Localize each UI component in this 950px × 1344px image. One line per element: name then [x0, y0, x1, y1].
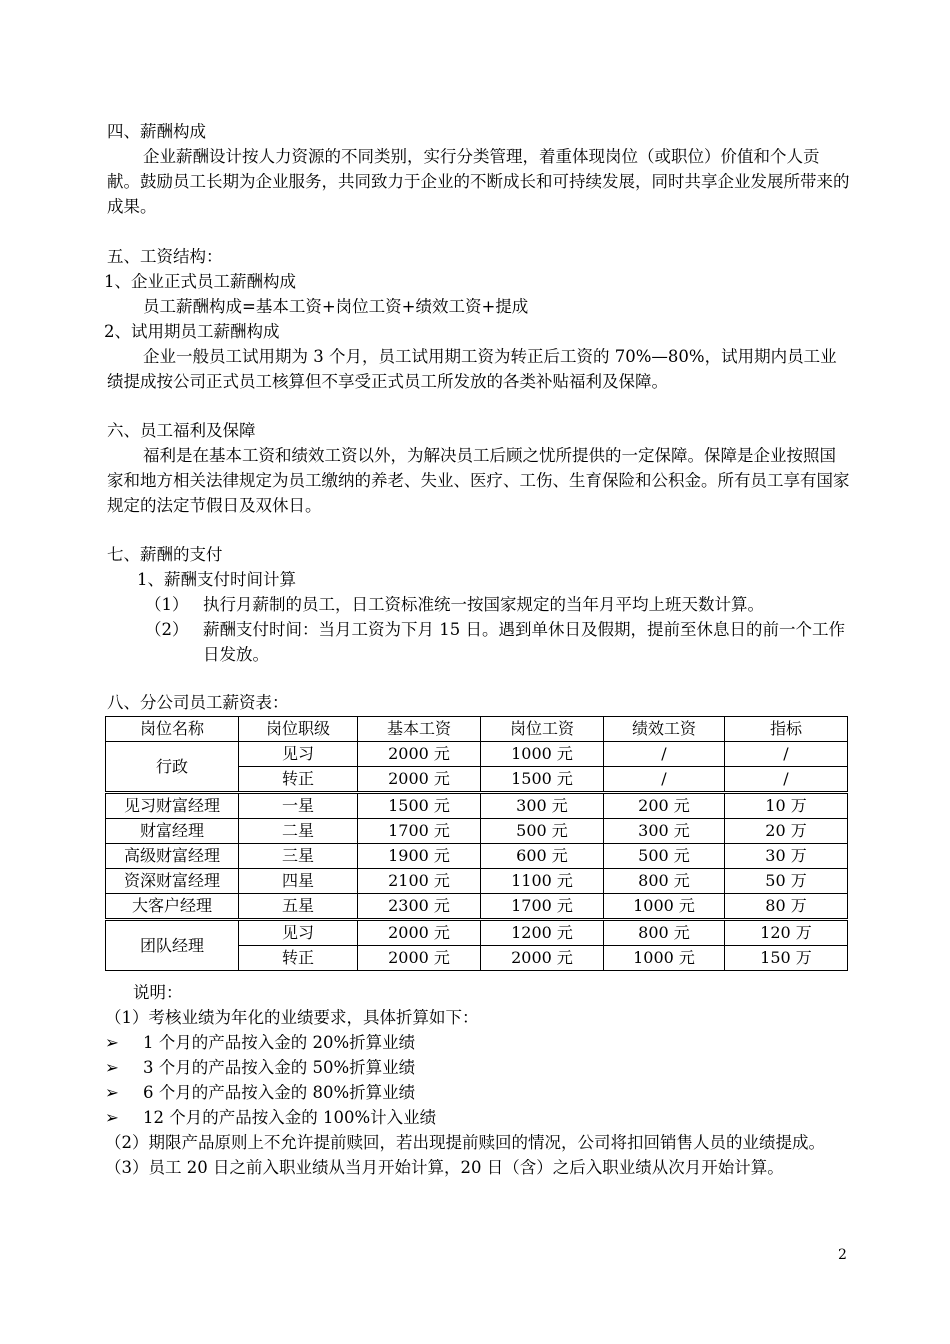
- table-cell: 大客户经理: [106, 894, 239, 920]
- table-cell: 300 元: [481, 793, 604, 819]
- table-cell: 20 万: [725, 819, 848, 844]
- paragraph: 企业薪酬设计按人力资源的不同类别，实行分类管理，着重体现岗位（或职位）价值和个人贡献。鼓励员工长期为企业服务，共同致力于企业的不断成长和可持续发展，同时共享企业发展所带来的成果。: [107, 147, 850, 216]
- column-header: 岗位工资: [481, 717, 604, 742]
- table-cell: 1500 元: [481, 767, 604, 793]
- table-cell: 1500 元: [358, 793, 481, 819]
- table-cell: 1200 元: [481, 920, 604, 946]
- bullet-item: [105, 1055, 850, 1080]
- bullet-item: [105, 1105, 850, 1130]
- section-salary-table: [107, 692, 852, 714]
- table-cell: 团队经理: [106, 920, 239, 971]
- table-cell: 1700 元: [358, 819, 481, 844]
- table-cell: 四星: [239, 869, 358, 894]
- table-cell: 2000 元: [358, 920, 481, 946]
- section-benefits: [107, 418, 852, 518]
- table-cell: 200 元: [604, 793, 725, 819]
- table-cell: 1900 元: [358, 844, 481, 869]
- table-row: [106, 869, 848, 894]
- table-header-row: [106, 717, 848, 742]
- table-cell: 2000 元: [358, 946, 481, 971]
- bullet-item: [105, 1030, 850, 1055]
- paragraph: 企业一般员工试用期为 3 个月，员工试用期工资为转正后工资的 70%—80%，试用期内员工业绩提成按公司正式员工核算但不享受正式员工所发放的各类补贴福利及保障。: [107, 347, 837, 391]
- table-cell: 财富经理: [106, 819, 239, 844]
- bullet-arrow-icon: ➢: [105, 1058, 119, 1077]
- section-heading: 四、薪酬构成: [107, 122, 206, 141]
- bullet-text: 1 个月的产品按入金的 20%折算业绩: [143, 1033, 416, 1052]
- section-heading: 六、员工福利及保障: [107, 421, 256, 440]
- table-cell: /: [604, 742, 725, 767]
- sub-heading: 1、薪酬支付时间计算: [137, 570, 296, 589]
- section-heading: 五、工资结构：: [107, 247, 223, 266]
- table-cell: 见习: [239, 742, 358, 767]
- table-cell: 1000 元: [604, 894, 725, 920]
- list-item-heading: 2、试用期员工薪酬构成: [104, 322, 280, 341]
- bullet-arrow-icon: ➢: [105, 1033, 119, 1052]
- section-heading: 七、薪酬的支付: [107, 545, 223, 564]
- bullet-arrow-icon: ➢: [105, 1108, 119, 1127]
- item-number: （1）: [145, 595, 189, 614]
- table-row: [106, 793, 848, 819]
- table-cell: /: [725, 742, 848, 767]
- table-cell: 2100 元: [358, 869, 481, 894]
- section-heading: 八、分公司员工薪资表：: [107, 693, 289, 712]
- table-row: [106, 819, 848, 844]
- item-text: 执行月薪制的员工，日工资标准统一按国家规定的当年月平均上班天数计算。: [203, 595, 764, 614]
- item-text: 薪酬支付时间：当月工资为下月 15 日。遇到单休日及假期，提前至休息日的前一个工作日发放。: [203, 620, 845, 664]
- table-cell: 120 万: [725, 920, 848, 946]
- bullet-arrow-icon: ➢: [105, 1083, 119, 1102]
- column-header: 指标: [725, 717, 848, 742]
- table-row: [106, 742, 848, 767]
- table-row: [106, 844, 848, 869]
- table-cell: 1100 元: [481, 869, 604, 894]
- bullet-text: 3 个月的产品按入金的 50%折算业绩: [143, 1058, 416, 1077]
- column-header: 绩效工资: [604, 717, 725, 742]
- column-header: 基本工资: [358, 717, 481, 742]
- table-cell: 转正: [239, 767, 358, 793]
- notes-section: [105, 980, 850, 1180]
- table-cell: 见习: [239, 920, 358, 946]
- bullet-text: 6 个月的产品按入金的 80%折算业绩: [143, 1083, 416, 1102]
- table-cell: 资深财富经理: [106, 869, 239, 894]
- bullet-text: 12 个月的产品按入金的 100%计入业绩: [143, 1108, 437, 1127]
- table-cell: 2000 元: [358, 767, 481, 793]
- table-row: [106, 894, 848, 920]
- table-cell: 高级财富经理: [106, 844, 239, 869]
- table-cell: /: [725, 767, 848, 793]
- table-cell: 2000 元: [358, 742, 481, 767]
- note-item: （1）考核业绩为年化的业绩要求，具体折算如下：: [105, 1008, 479, 1027]
- table-cell: 1700 元: [481, 894, 604, 920]
- table-cell: 见习财富经理: [106, 793, 239, 819]
- table-cell: 800 元: [604, 920, 725, 946]
- numbered-item: [107, 617, 852, 667]
- table-cell: 10 万: [725, 793, 848, 819]
- note-item: （3）员工 20 日之前入职业绩从当月开始计算，20 日（含）之后入职业绩从次月开始计算。: [105, 1158, 784, 1177]
- column-header: 岗位名称: [106, 717, 239, 742]
- table-cell: 1000 元: [604, 946, 725, 971]
- table-cell: 30 万: [725, 844, 848, 869]
- table-cell: /: [604, 767, 725, 793]
- table-cell: 150 万: [725, 946, 848, 971]
- table-cell: 80 万: [725, 894, 848, 920]
- table-cell: 500 元: [481, 819, 604, 844]
- paragraph: 员工薪酬构成=基本工资+岗位工资+绩效工资+提成: [143, 297, 529, 316]
- notes-label: 说明：: [133, 983, 183, 1002]
- list-item-heading: 1、企业正式员工薪酬构成: [104, 272, 296, 291]
- salary-table: [105, 716, 848, 971]
- table-cell: 五星: [239, 894, 358, 920]
- page-number: 2: [838, 1247, 847, 1263]
- table-row: [106, 920, 848, 946]
- table-cell: 二星: [239, 819, 358, 844]
- bullet-item: [105, 1080, 850, 1105]
- table-cell: 800 元: [604, 869, 725, 894]
- column-header: 岗位职级: [239, 717, 358, 742]
- table-cell: 500 元: [604, 844, 725, 869]
- table-cell: 2300 元: [358, 894, 481, 920]
- table-cell: 转正: [239, 946, 358, 971]
- section-salary-structure: [104, 244, 852, 394]
- table-cell: 50 万: [725, 869, 848, 894]
- table-cell: 1000 元: [481, 742, 604, 767]
- paragraph: 福利是在基本工资和绩效工资以外，为解决员工后顾之忧所提供的一定保障。保障是企业按照国家和地方相关法律规定为员工缴纳的养老、失业、医疗、工伤、生育保险和公积金。所有员工享有国家规定的法定节假日及双休日。: [107, 446, 850, 515]
- item-number: （2）: [145, 620, 189, 639]
- table-cell: 三星: [239, 844, 358, 869]
- note-item: （2）期限产品原则上不允许提前赎回，若出现提前赎回的情况，公司将扣回销售人员的业绩提成。: [105, 1133, 825, 1152]
- table-cell: 300 元: [604, 819, 725, 844]
- table-cell: 600 元: [481, 844, 604, 869]
- section-payment: [107, 542, 852, 667]
- numbered-item: [107, 592, 852, 617]
- table-cell: 行政: [106, 742, 239, 793]
- section-compensation: [107, 119, 852, 219]
- table-cell: 2000 元: [481, 946, 604, 971]
- table-cell: 一星: [239, 793, 358, 819]
